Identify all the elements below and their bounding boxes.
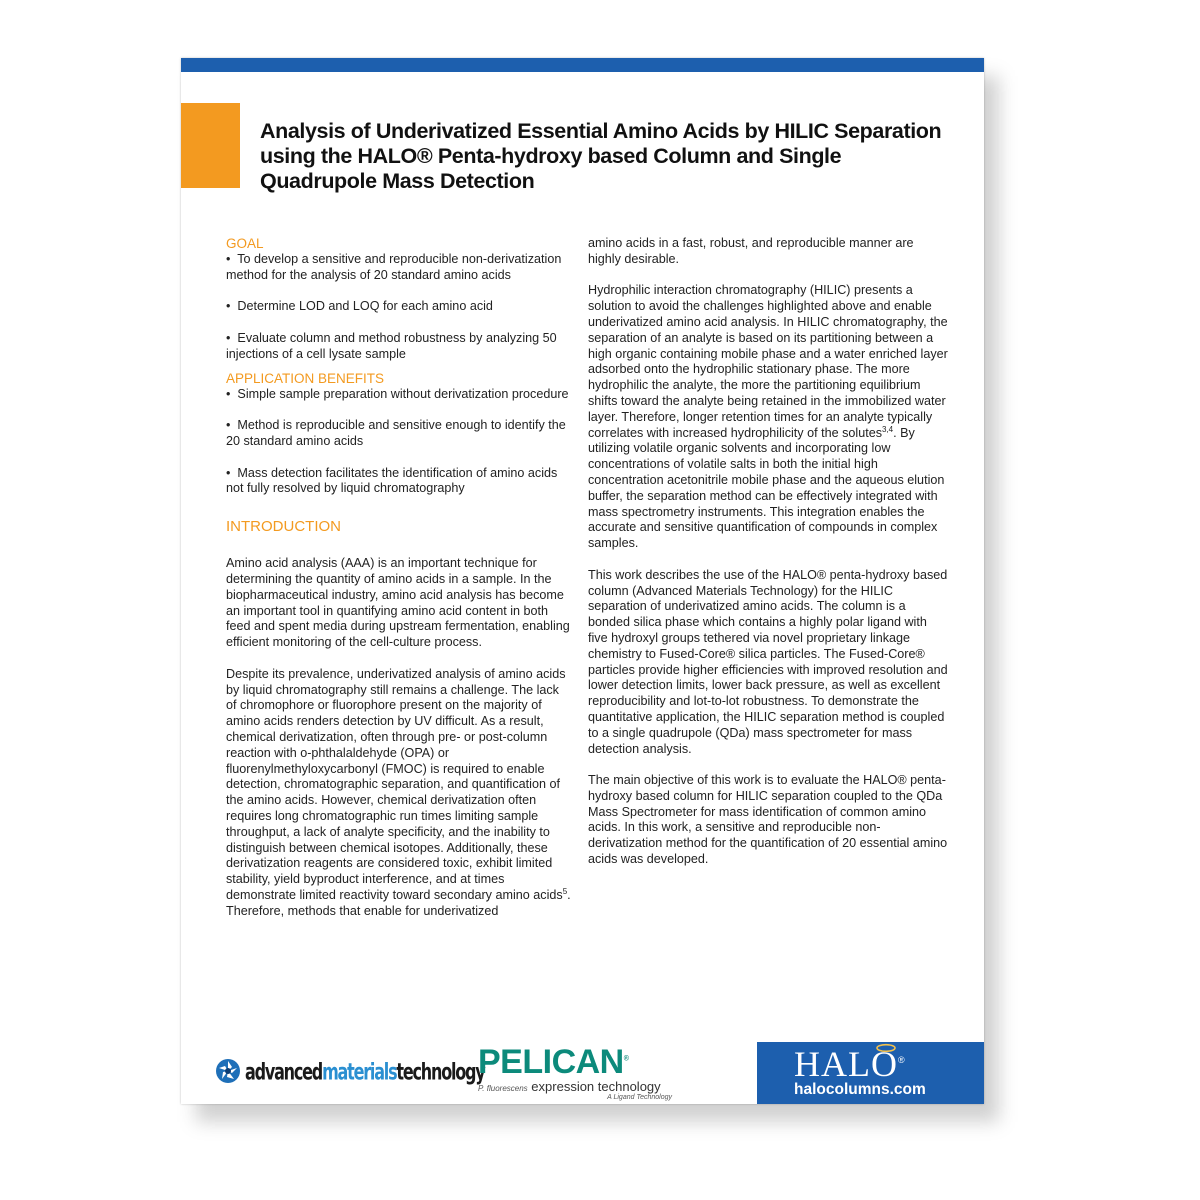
aperture-icon [215,1058,241,1084]
intro-paragraph-2: Despite its prevalence, underivatized analysis of amino acids by liquid chromatography still remains a challenge. The lack of chromophore or fluorophore present on the majority of amino acids renders detection by UV difficult. As a result, chemical derivatization, often through pre- or post-column reaction with o-phthalaldehyde (OPA) or fluorenylmethyloxycarbonyl (FMOC) is required to enable detection, chromatographic separation, and quantification of the amino acids. However, chemical derivatization often requires long chromatographic run times limiting sample throughput, a lack of analyte specificity, and the inability to distinguish between chemical isotopes. Additionally, these derivatization reagents are considered toxic, exhibit limited stability, yield byproduct interference, and at times demonstrate limited reactivity toward secondary amino acids$^5$. Therefore, methods that enable for underivatized [226,666,571,918]
goal-item: • Evaluate column and method robustness by analyzing 50 injections of a cell lysate sample [226,330,557,361]
goal-item: • Determine LOD and LOQ for each amino acid [226,299,493,314]
intro-paragraph-3: Hydrophilic interaction chromatography (HILIC) presents a solution to avoid the challenges highlighted above and enable underivatized amino acid analysis. In HILIC chromatography, the separation of an analyte is based on its partitioning between a high organic containing mobile phase and a water enriched layer adsorbed onto the hydrophilic stationary phase. The more hydrophilic the analyte, the more the partitioning equilibrium shifts toward the analyte being retained in the immobilized water layer. Therefore, longer retention times for an analyte typically correlates with increased hydrophilicity of the solutes$^{3,4}$. By utilizing volatile organic solvents and incorporating low concentrations of volatile salts in both the initial high concentration acetonitrile mobile phase and the aqueous elution buffer, the separation method can be effectively integrated with mass spectrometry instruments. This integration enables the accurate and sensitive quantification of compounds in complex samples. [588,283,948,551]
goal-list [226,252,571,363]
goal-heading: GOAL [226,236,264,251]
document-page [181,58,984,1104]
pelican-logo [478,1044,688,1101]
halo-logo-box [757,1042,984,1104]
left-column [226,236,571,935]
intro-paragraph-5: The main objective of this work is to evaluate the HALO® penta-hydroxy based column for HILIC separation coupled to the QDa Mass Spectrometer for mass identification of common amino acids. In this work, a sensitive and reproducible non-derivatization method for the quantification of 20 essential amino acids was developed. [588,773,948,867]
benefits-heading: APPLICATION BENEFITS [226,370,385,386]
benefit-item: • Simple sample preparation without derivatization procedure [226,386,569,401]
goal-item: • To develop a sensitive and reproducible non-derivatization method for the analysis of 20 standard amino acids [226,252,562,282]
introduction-heading: INTRODUCTION [226,518,341,536]
right-column [588,236,948,884]
benefit-item: • Method is reproducible and sensitive enough to identify the 20 standard amino acids [226,418,566,448]
benefit-item: • Mass detection facilitates the identification of amino acids not fully resolved by liquid chromatography [226,465,558,496]
footer-logos [181,1042,984,1104]
document-title: Analysis of Underivatized Essential Amino Acids by HILIC Separation using the HALO® Penta-hydroxy based Column and Single Quadrupole Mass Detection [260,119,942,193]
pelican-wordmark: PELICAN® [478,1043,629,1081]
halo-website: halocolumns.com [794,1081,926,1098]
amt-logo [215,1058,485,1084]
amt-wordmark: advancedmaterialstechnology [245,1057,485,1085]
pelican-tagline: P. fluorescens expression technology [478,1079,661,1094]
benefits-list [226,387,571,498]
intro-paragraph-2-continued: amino acids in a fast, robust, and reproducible manner are highly desirable. [588,236,914,266]
intro-paragraph-1: Amino acid analysis (AAA) is an important technique for determining the quantity of amino acids in a sample. In the biopharmaceutical industry, amino acid analysis has become an important tool in quantifying amino acid content in both feed and spent media during upstream fermentation, enabling efficient monitoring of the cell-culture process. [226,556,570,650]
top-blue-bar [181,58,984,72]
pelican-subline: A Ligand Technology [607,1094,672,1101]
orange-accent-block [181,103,240,188]
intro-paragraph-4: This work describes the use of the HALO® penta-hydroxy based column (Advanced Materials Technology) for the HILIC separation of underivatized amino acids. The column is a bonded silica phase which contains a highly polar ligand with five hydroxyl groups tethered via novel proprietary linkage chemistry to Fused-Core® silica particles. The Fused-Core® particles provide higher efficiencies with improved resolution and lower detection limits, lower back pressure, as well as excellent reproducibility and lot-to-lot robustness. To demonstrate the quantitative application, the HILIC separation method is coupled to a single quadrupole (QDa) mass spectrometer for mass detection analysis. [588,567,948,756]
halo-wordmark: HALO® [794,1044,906,1084]
